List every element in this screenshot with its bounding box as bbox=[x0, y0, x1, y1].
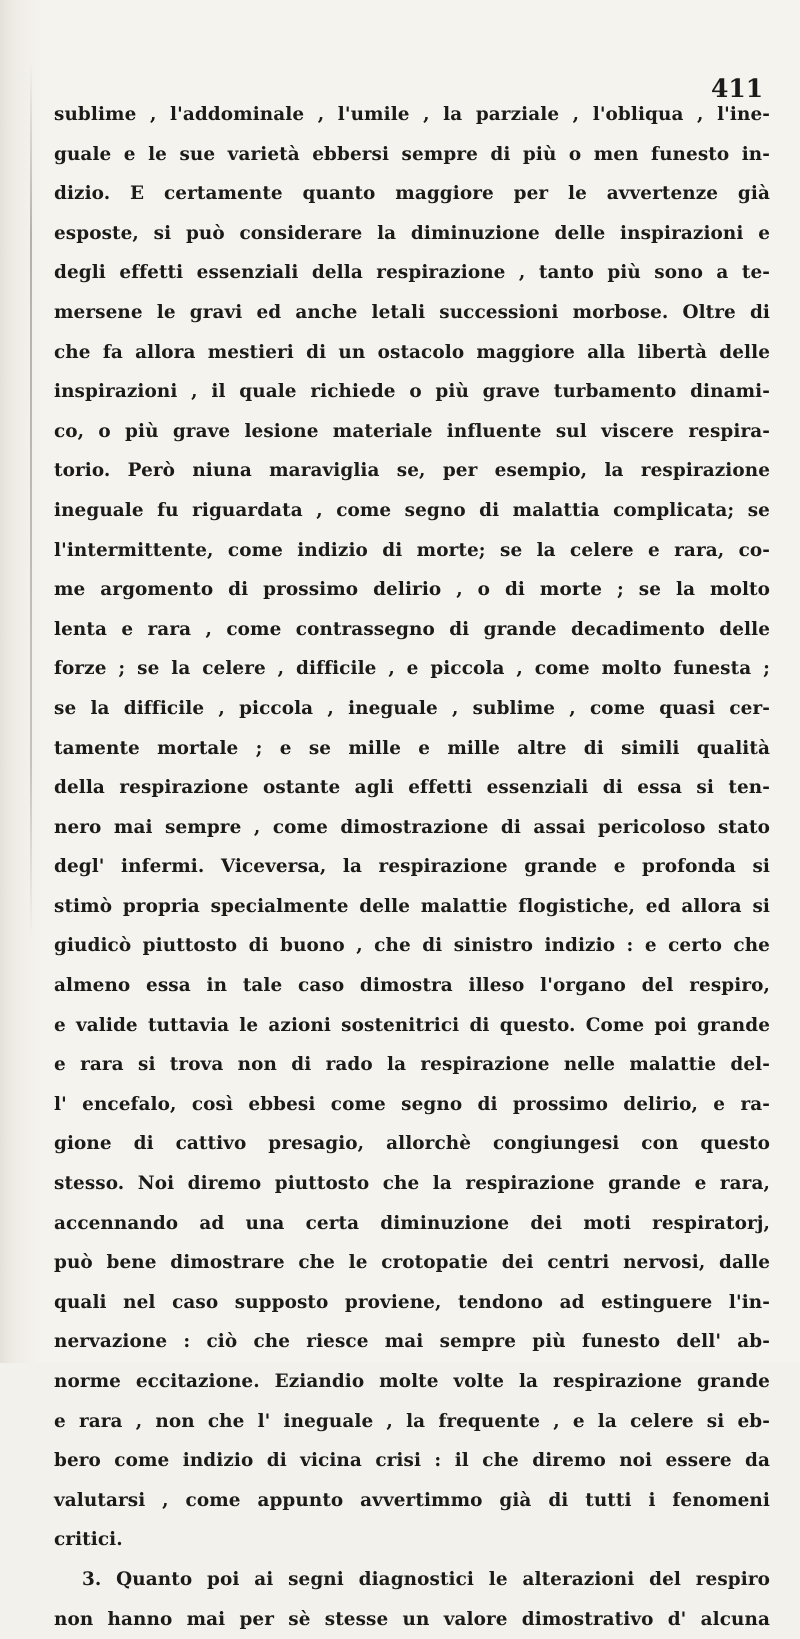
text-line: 3. Quanto poi ai segni diagnostici le alterazioni del respiro bbox=[82, 1568, 770, 1590]
text-line: e valide tuttavia le azioni sostenitrici di questo. Come poi grande bbox=[54, 1014, 770, 1036]
text-line: e rara si trova non di rado la respirazione nelle malattie del- bbox=[54, 1054, 770, 1076]
text-line: valutarsi , come appunto avvertimmo già di tutti i fenomeni bbox=[54, 1489, 770, 1511]
text-line: accennando ad una certa diminuzione dei moti respiratorj, bbox=[54, 1212, 770, 1234]
text-line: tamente mortale ; e se mille e mille altre di simili qualità bbox=[54, 737, 770, 759]
text-line: che fa allora mestieri di un ostacolo maggiore alla libertà delle bbox=[54, 341, 770, 363]
text-line: giudicò piuttosto di buono , che di sinistro indizio : e certo che bbox=[54, 935, 770, 957]
text-line: gione di cattivo presagio, allorchè congiungesi con questo bbox=[54, 1133, 770, 1155]
text-line: mersene le gravi ed anche letali successioni morbose. Oltre di bbox=[54, 301, 770, 323]
text-line: degli effetti essenziali della respirazione , tanto più sono a te- bbox=[54, 262, 770, 284]
text-line: sublime , l'addominale , l'umile , la parziale , l'obliqua , l'ine- bbox=[54, 104, 770, 125]
text-line: della respirazione ostante agli effetti essenziali di essa si ten- bbox=[54, 777, 770, 799]
text-line: lenta e rara , come contrassegno di grande decadimento delle bbox=[54, 618, 770, 640]
text-line: ineguale fu riguardata , come segno di malattia complicata; se bbox=[54, 499, 770, 521]
binding-shadow bbox=[30, 60, 32, 940]
text-line: torio. Però niuna maraviglia se, per esempio, la respirazione bbox=[54, 460, 770, 482]
text-line: degl' infermi. Viceversa, la respirazione grande e profonda si bbox=[54, 856, 770, 878]
text-line: nervazione : ciò che riesce mai sempre più funesto dell' ab- bbox=[54, 1331, 770, 1353]
text-line: inspirazioni , il quale richiede o più grave turbamento dinami- bbox=[54, 381, 770, 403]
text-line: e rara , non che l' ineguale , la frequente , e la celere si eb- bbox=[54, 1410, 770, 1432]
text-line: forze ; se la celere , difficile , e piccola , come molto funesta ; bbox=[54, 658, 770, 680]
body-text bbox=[54, 95, 770, 1639]
text-line: dizio. E certamente quanto maggiore per le avvertenze già bbox=[54, 183, 770, 205]
text-line: l' encefalo, così ebbesi come segno di prossimo delirio, e ra- bbox=[54, 1093, 770, 1115]
text-line: può bene dimostrare che le crotopatie dei centri nervosi, dalle bbox=[54, 1252, 770, 1274]
text-line: stimò propria specialmente delle malattie flogistiche, ed allora si bbox=[54, 895, 770, 917]
text-line: non hanno mai per sè stesse un valore dimostrativo d' alcuna bbox=[54, 1608, 770, 1630]
text-line: almeno essa in tale caso dimostra illeso l'organo del respiro, bbox=[54, 975, 770, 997]
text-line: esposte, si può considerare la diminuzione delle inspirazioni e bbox=[54, 222, 770, 244]
text-line: critici. bbox=[54, 1529, 123, 1551]
text-line: norme eccitazione. Eziandio molte volte la respirazione grande bbox=[54, 1371, 770, 1392]
text-line: l'intermittente, come indizio di morte; se la celere e rara, co- bbox=[54, 539, 770, 561]
text-line: bero come indizio di vicina crisi : il che diremo noi essere da bbox=[54, 1450, 770, 1472]
page-number: 411 bbox=[711, 74, 764, 103]
text-line: nero mai sempre , come dimostrazione di assai pericoloso stato bbox=[54, 816, 770, 838]
text-line: me argomento di prossimo delirio , o di morte ; se la molto bbox=[54, 579, 770, 601]
text-line: se la difficile , piccola , ineguale , sublime , come quasi cer- bbox=[54, 697, 770, 719]
text-line: stesso. Noi diremo piuttosto che la respirazione grande e rara, bbox=[54, 1173, 770, 1195]
text-line: co, o più grave lesione materiale influente sul viscere respira- bbox=[54, 420, 770, 442]
text-line: quali nel caso supposto proviene, tendono ad estinguere l'in- bbox=[54, 1291, 770, 1313]
text-line: guale e le sue varietà ebbersi sempre di più o men funesto in- bbox=[54, 143, 770, 165]
